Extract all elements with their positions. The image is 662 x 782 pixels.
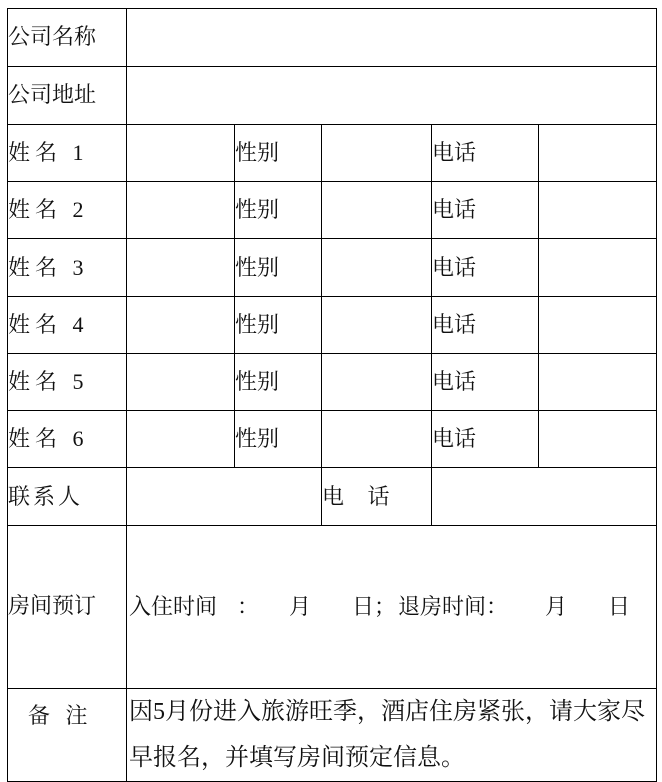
checkout-time-label: 退房时间： bbox=[398, 594, 509, 619]
room-booking-field[interactable] bbox=[127, 526, 657, 689]
company-name-field[interactable] bbox=[127, 9, 657, 67]
form-body bbox=[8, 9, 657, 782]
contact-person-label: 联系人 bbox=[8, 468, 127, 526]
member-2-phone-field[interactable] bbox=[539, 182, 657, 239]
member-3-gender-label: 性别 bbox=[235, 239, 322, 297]
member-6-gender-field[interactable] bbox=[322, 411, 432, 468]
member-1-name-field[interactable] bbox=[127, 125, 235, 182]
company-address-row bbox=[8, 67, 657, 125]
remarks-row bbox=[8, 689, 657, 782]
member-3-gender-field[interactable] bbox=[322, 239, 432, 297]
contact-phone-label: 电 话 bbox=[322, 468, 432, 526]
company-address-field[interactable] bbox=[127, 67, 657, 125]
checkin-month-label: 月 bbox=[289, 594, 312, 619]
member-4-gender-field[interactable] bbox=[322, 297, 432, 354]
member-row-1 bbox=[8, 125, 657, 182]
member-4-phone-label: 电话 bbox=[432, 297, 539, 354]
member-2-gender-label: 性别 bbox=[235, 182, 322, 239]
member-6-gender-label: 性别 bbox=[235, 411, 322, 468]
member-1-gender-label: 性别 bbox=[235, 125, 322, 182]
contact-phone-field[interactable] bbox=[432, 468, 657, 526]
member-4-name-label: 姓名 4 bbox=[8, 297, 127, 354]
member-6-phone-field[interactable] bbox=[539, 411, 657, 468]
member-3-phone-field[interactable] bbox=[539, 239, 657, 297]
member-1-phone-field[interactable] bbox=[539, 125, 657, 182]
member-2-gender-field[interactable] bbox=[322, 182, 432, 239]
room-booking-label: 房间预订 bbox=[8, 526, 127, 689]
member-3-name-label: 姓名 3 bbox=[8, 239, 127, 297]
member-6-phone-label: 电话 bbox=[432, 411, 539, 468]
member-5-gender-field[interactable] bbox=[322, 354, 432, 411]
member-row-3 bbox=[8, 239, 657, 297]
member-6-name-label: 姓名 6 bbox=[8, 411, 127, 468]
company-name-row bbox=[8, 9, 657, 67]
room-booking-row bbox=[8, 526, 657, 689]
member-1-name-label: 姓名 1 bbox=[8, 125, 127, 182]
member-row-2 bbox=[8, 182, 657, 239]
checkout-day-label: 日 bbox=[608, 594, 631, 619]
member-3-phone-label: 电话 bbox=[432, 239, 539, 297]
member-4-name-field[interactable] bbox=[127, 297, 235, 354]
checkin-colon: ： bbox=[237, 594, 260, 619]
member-5-gender-label: 性别 bbox=[235, 354, 322, 411]
room-booking-content bbox=[127, 578, 656, 636]
member-5-phone-label: 电话 bbox=[432, 354, 539, 411]
remarks-label: 备 注 bbox=[8, 689, 127, 782]
registration-form-table bbox=[7, 8, 657, 782]
member-6-name-field[interactable] bbox=[127, 411, 235, 468]
member-5-phone-field[interactable] bbox=[539, 354, 657, 411]
member-row-6 bbox=[8, 411, 657, 468]
member-5-name-field[interactable] bbox=[127, 354, 235, 411]
member-2-name-field[interactable] bbox=[127, 182, 235, 239]
member-5-name-label: 姓名 5 bbox=[8, 354, 127, 411]
checkin-day-label: 日； bbox=[352, 594, 397, 619]
member-4-gender-label: 性别 bbox=[235, 297, 322, 354]
company-address-label: 公司地址 bbox=[8, 67, 127, 125]
remarks-text: 因5月份进入旅游旺季，酒店住房紧张，请大家尽早报名，并填写房间预定信息。 bbox=[127, 689, 657, 782]
company-name-label: 公司名称 bbox=[8, 9, 127, 67]
member-1-phone-label: 电话 bbox=[432, 125, 539, 182]
checkout-month-label: 月 bbox=[545, 594, 568, 619]
checkin-time-label: 入住时间 bbox=[129, 594, 218, 619]
member-1-gender-field[interactable] bbox=[322, 125, 432, 182]
member-4-phone-field[interactable] bbox=[539, 297, 657, 354]
member-2-phone-label: 电话 bbox=[432, 182, 539, 239]
member-row-5 bbox=[8, 354, 657, 411]
member-2-name-label: 姓名 2 bbox=[8, 182, 127, 239]
member-row-4 bbox=[8, 297, 657, 354]
member-3-name-field[interactable] bbox=[127, 239, 235, 297]
contact-person-field[interactable] bbox=[127, 468, 322, 526]
contact-row bbox=[8, 468, 657, 526]
